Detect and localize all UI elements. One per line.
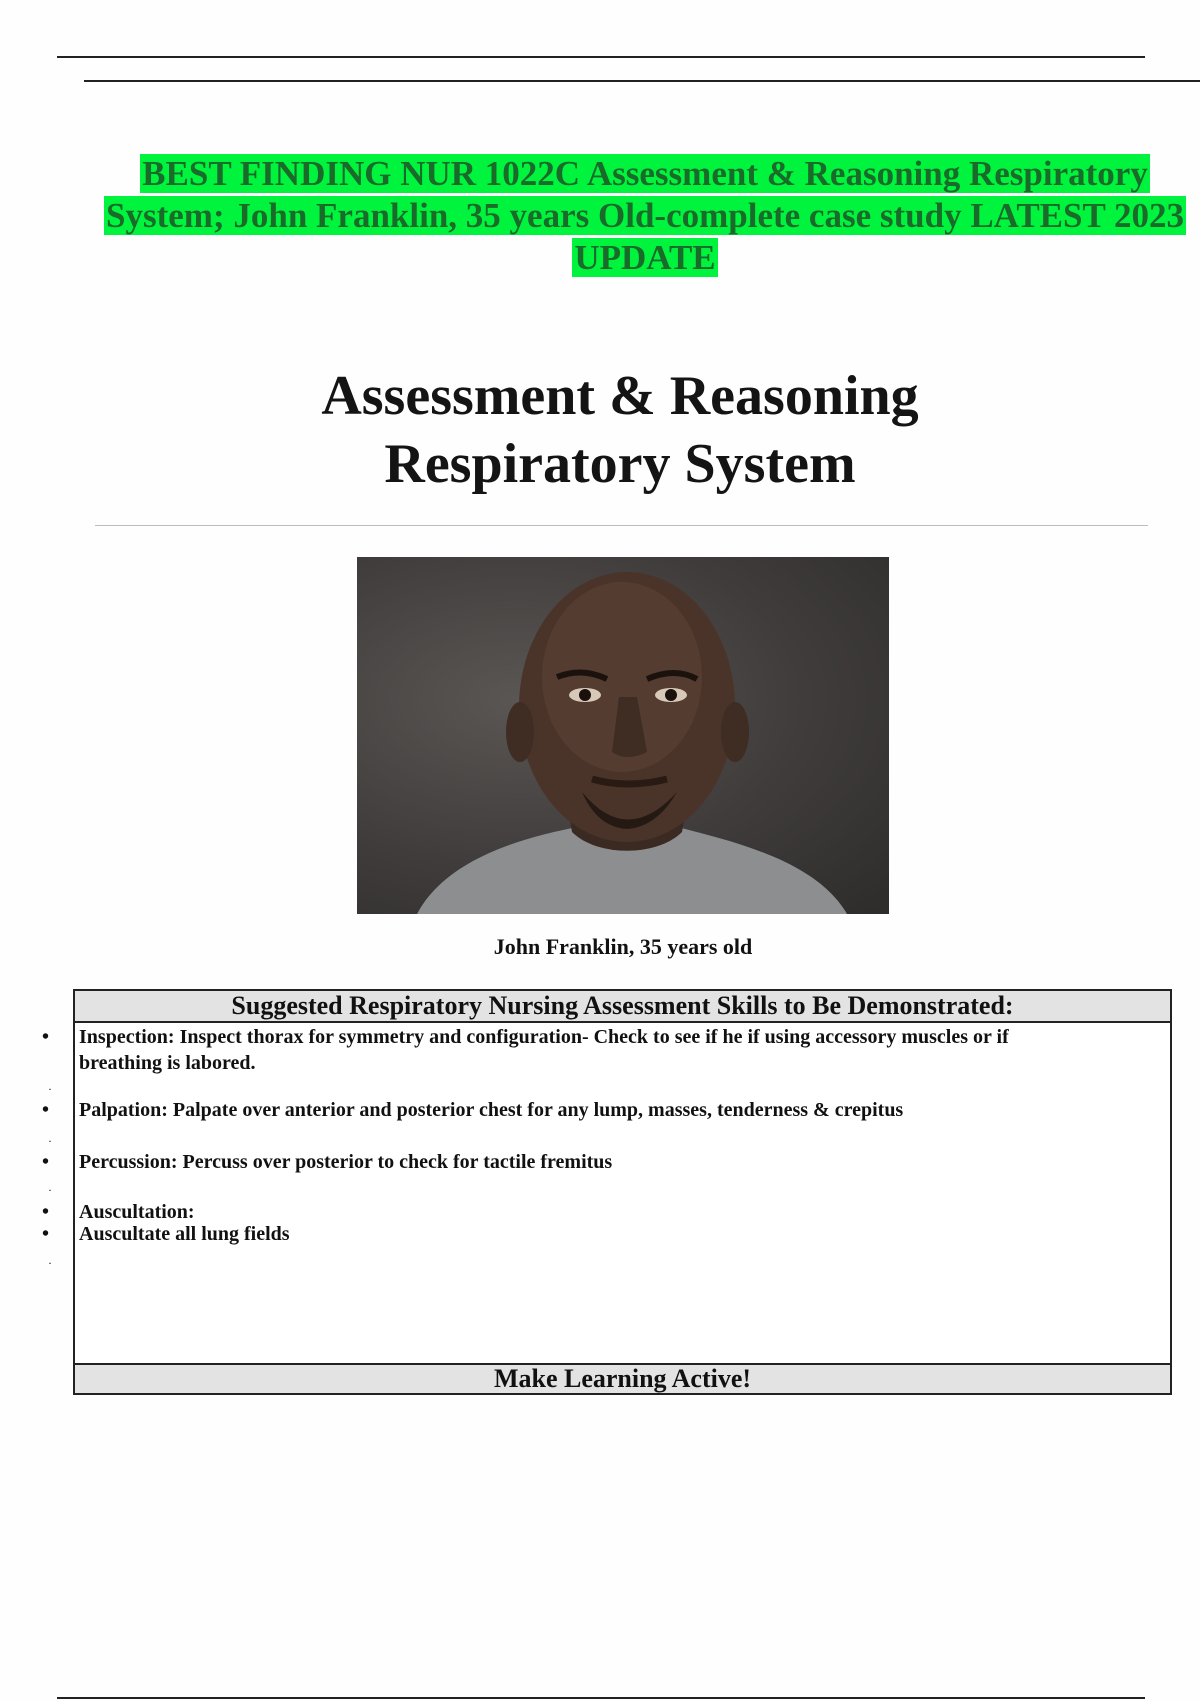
skill-text: Auscultation:	[79, 1201, 195, 1223]
bullet-icon: •	[42, 1026, 50, 1048]
document-title	[100, 362, 1140, 498]
list-item	[42, 1097, 1082, 1123]
empty-bullet-icon: ·	[48, 1256, 52, 1270]
bullet-icon: •	[42, 1223, 50, 1245]
empty-bullet-icon: ·	[48, 1183, 52, 1197]
document-title-line-1: Assessment & Reasoning	[321, 365, 919, 427]
list-item	[42, 1221, 1082, 1247]
patient-caption: John Franklin, 35 years old	[493, 934, 753, 959]
bullet-icon: •	[42, 1099, 50, 1121]
top-rule-secondary	[84, 80, 1200, 82]
title-divider	[95, 525, 1148, 526]
skill-text: Percussion: Percuss over posterior to check for tactile fremitus	[79, 1151, 613, 1173]
skills-footer: Make Learning Active!	[73, 1363, 1172, 1395]
list-item	[42, 1024, 1082, 1076]
skill-text: Palpation: Palpate over anterior and posterior chest for any lump, masses, tenderness & crepitus	[79, 1099, 904, 1121]
bullet-icon: •	[42, 1201, 50, 1223]
bottom-rule	[57, 1697, 1145, 1699]
patient-photo	[357, 557, 889, 914]
bullet-icon: •	[42, 1151, 50, 1173]
empty-bullet-icon: ·	[48, 1134, 52, 1148]
skills-header: Suggested Respiratory Nursing Assessment Skills to Be Demonstrated:	[75, 991, 1170, 1023]
list-item	[42, 1149, 1082, 1175]
top-rule	[57, 56, 1145, 58]
promo-title: BEST FINDING NUR 1022C Assessment & Reasoning Respiratory System; John Franklin, 35 years Old-complete case study LATEST 2023 UPDATE	[106, 154, 1184, 277]
empty-bullet-icon: ·	[48, 1082, 52, 1096]
skill-text: Inspection: Inspect thorax for symmetry and configuration- Check to see if he if using accessory muscles or if breathing is labored.	[79, 1026, 1009, 1074]
document-title-line-2: Respiratory System	[384, 433, 856, 495]
skill-text: Auscultate all lung fields	[79, 1223, 290, 1245]
